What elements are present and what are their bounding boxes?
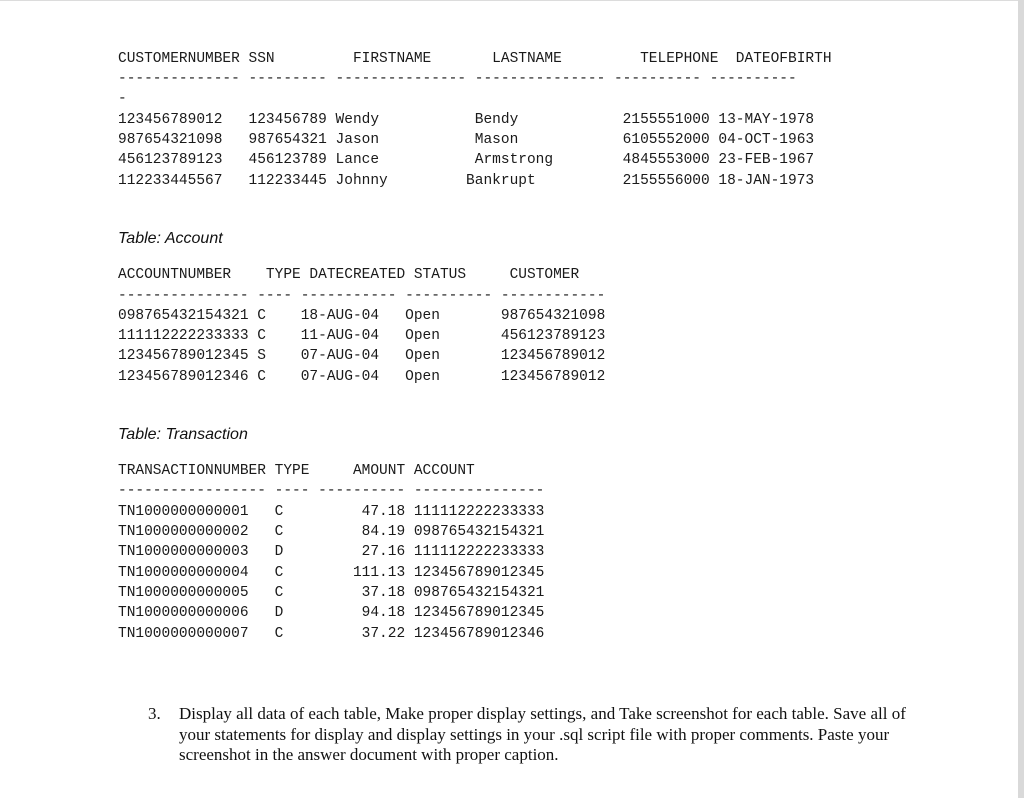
page-top-border (0, 0, 1024, 1)
table-row: TN1000000000002 C 84.19 098765432154321 (118, 524, 545, 540)
table-row: TN1000000000004 C 111.13 123456789012345 (118, 565, 545, 581)
instruction-text: Display all data of each table, Make proper display settings, and Take screenshot for each table. Save all of your statements for display and display settings in your .sql script file with proper comments. Paste your screenshot in the answer document with proper caption. (179, 704, 906, 764)
table-row: 987654321098 987654321 Jason Mason 6105552000 04-OCT-1963 (118, 132, 815, 148)
instruction-number: 3. (148, 704, 161, 723)
table-row: 111112222233333 C 11-AUG-04 Open 456123789123 (118, 328, 606, 344)
transaction-table-caption: Table: Transaction (118, 426, 248, 443)
instruction-item (148, 704, 908, 766)
account-table-separator: --------------- ---- ----------- ---------- ------------ (118, 288, 606, 304)
customer-table-header: CUSTOMERNUMBER SSN FIRSTNAME LASTNAME TELEPHONE DATEOFBIRTH (118, 51, 832, 67)
customer-table-separator: -------------- --------- --------------- --------------- ---------- ---------- (118, 71, 797, 87)
table-row: TN1000000000006 D 94.18 123456789012345 (118, 605, 545, 621)
table-row: 123456789012345 S 07-AUG-04 Open 123456789012 (118, 348, 606, 364)
customer-table-wrap-dash: - (118, 91, 127, 107)
table-row: TN1000000000007 C 37.22 123456789012346 (118, 626, 545, 642)
table-row: 456123789123 456123789 Lance Armstrong 4845553000 23-FEB-1967 (118, 152, 815, 168)
table-row: 112233445567 112233445 Johnny Bankrupt 2155556000 18-JAN-1973 (118, 173, 815, 189)
table-row: TN1000000000005 C 37.18 098765432154321 (118, 585, 545, 601)
account-table-header: ACCOUNTNUMBER TYPE DATECREATED STATUS CUSTOMER (118, 267, 580, 283)
window-edge (1018, 0, 1024, 798)
table-row: 123456789012 123456789 Wendy Bendy 2155551000 13-MAY-1978 (118, 112, 815, 128)
transaction-table-header: TRANSACTIONNUMBER TYPE AMOUNT ACCOUNT (118, 463, 475, 479)
table-row: TN1000000000001 C 47.18 111112222233333 (118, 504, 545, 520)
table-row: 123456789012346 C 07-AUG-04 Open 123456789012 (118, 369, 606, 385)
account-table-caption: Table: Account (118, 230, 223, 247)
table-row: TN1000000000003 D 27.16 111112222233333 (118, 544, 545, 560)
transaction-table-separator: ----------------- ---- ---------- --------------- (118, 483, 545, 499)
table-row: 098765432154321 C 18-AUG-04 Open 987654321098 (118, 308, 606, 324)
